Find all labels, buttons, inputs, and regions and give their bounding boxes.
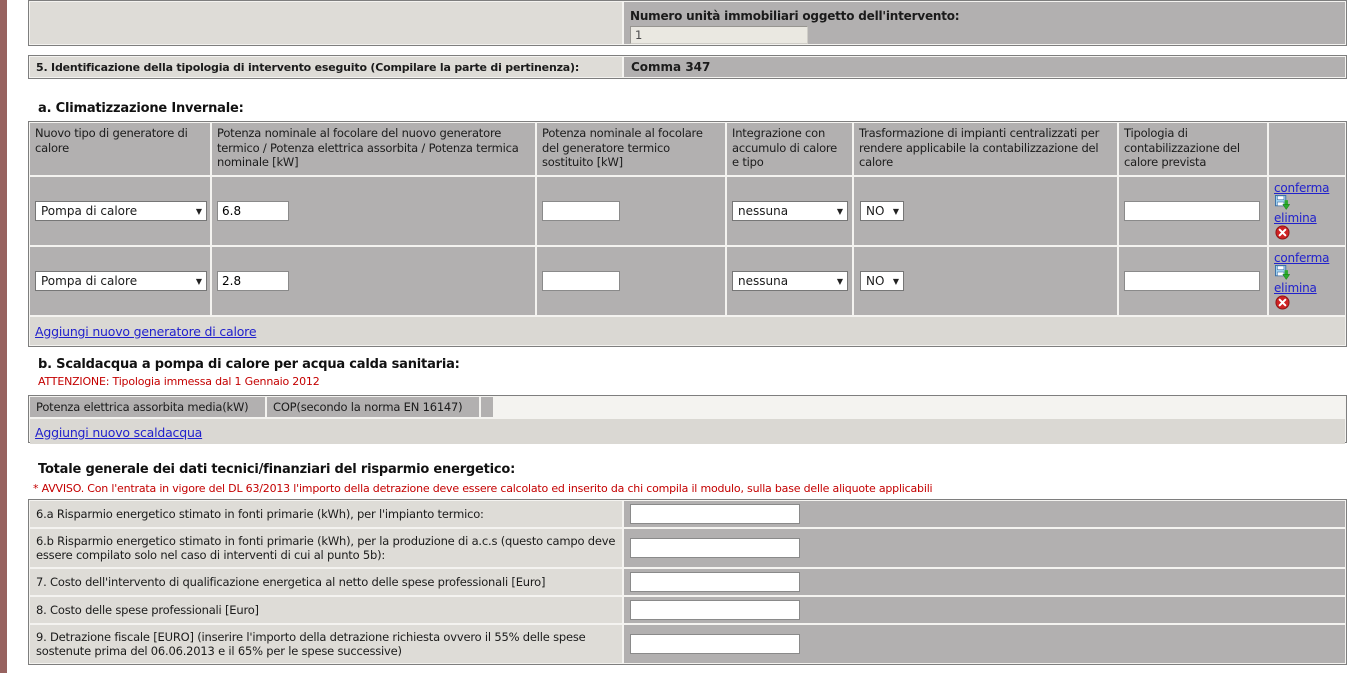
generator-type-selected-value: Pompa di calore [41, 274, 138, 288]
column-header-actions [1269, 123, 1345, 175]
accounting-type-input[interactable] [1124, 201, 1260, 221]
professional-costs-input[interactable] [630, 600, 800, 620]
column-header-avg-electric-power: Potenza elettrica assorbita media(kW) [30, 397, 265, 417]
page-left-accent-bar [0, 0, 7, 673]
new-power-input[interactable] [217, 201, 289, 221]
section-b-title: b. Scaldacqua a pompa di calore per acqua calda sanitaria: [38, 357, 460, 372]
column-header-new-power: Potenza nominale al focolare del nuovo generatore termico / Potenza elettrica assorbita / Potenza termica nominale [kW] [212, 123, 535, 175]
column-header-centralized-transformation: Trasformazione di impianti centralizzati per rendere applicabile la contabilizzazione del calore [854, 123, 1117, 175]
unit-count-label: Numero unità immobiliari oggetto dell'intervento: [630, 9, 960, 23]
column-header-accounting-type: Tipologia di contabilizzazione del calore prevista [1119, 123, 1267, 175]
section-b-warning: ATTENZIONE: Tipologia immessa dal 1 Gennaio 2012 [38, 375, 320, 388]
totals-row-label: 9. Detrazione fiscale [EURO] (inserire l'importo della detrazione richiesta ovvero il 55% delle spese sostenute prima del 06.06.2013 e il 65% per le spese successive) [36, 629, 586, 658]
tax-deduction-input[interactable] [630, 634, 800, 654]
chevron-down-icon: ▼ [836, 277, 843, 286]
acs-energy-saving-input[interactable] [630, 538, 800, 558]
delete-link[interactable]: elimina [1274, 281, 1317, 295]
column-header-spacer [481, 397, 493, 417]
totals-row-label: 6.a Risparmio energetico stimato in fonti primarie (kWh), per l'impianto termico: [36, 506, 484, 521]
generator-row [30, 177, 1345, 245]
section-a-title: a. Climatizzazione Invernale: [38, 101, 244, 116]
replaced-power-input[interactable] [542, 271, 620, 291]
confirm-link[interactable]: conferma [1274, 181, 1330, 195]
intervention-type-label: 5. Identificazione della tipologia di intervento eseguito (Compilare la parte di pertinenza): [36, 60, 580, 74]
totals-title: Totale generale dei dati tecnici/finanziari del risparmio energetico: [38, 462, 516, 477]
totals-row [30, 529, 1345, 567]
delete-link[interactable]: elimina [1274, 211, 1317, 225]
centralized-transformation-selected-value: NO [866, 274, 885, 288]
totals-row [30, 625, 1345, 663]
intervention-type-panel [28, 55, 1347, 79]
centralized-transformation-selected-value: NO [866, 204, 885, 218]
chevron-down-icon: ▼ [892, 207, 899, 216]
generator-type-select[interactable] [35, 201, 207, 221]
new-power-input[interactable] [217, 271, 289, 291]
save-icon[interactable] [1275, 265, 1290, 280]
confirm-link[interactable]: conferma [1274, 251, 1330, 265]
totals-row-label: 6.b Risparmio energetico stimato in fonti primarie (kWh), per la produzione di a.c.s (questo campo deve essere compilato solo nel caso di interventi di cui al punto 5b): [36, 533, 616, 562]
centralized-transformation-select[interactable] [860, 201, 904, 221]
chevron-down-icon: ▼ [836, 207, 843, 216]
totals-row [30, 569, 1345, 595]
centralized-transformation-select[interactable] [860, 271, 904, 291]
delete-icon[interactable] [1275, 295, 1290, 310]
chevron-down-icon: ▼ [195, 277, 202, 286]
chevron-down-icon: ▼ [892, 277, 899, 286]
totals-table [28, 499, 1347, 665]
water-heater-table [28, 395, 1347, 443]
generator-row [30, 247, 1345, 315]
add-water-heater-link[interactable]: Aggiungi nuovo scaldacqua [35, 425, 203, 440]
generator-type-selected-value: Pompa di calore [41, 204, 138, 218]
winter-climatization-table [28, 121, 1347, 347]
unit-count-input[interactable] [630, 26, 808, 44]
unit-count-panel [28, 0, 1347, 46]
delete-icon[interactable] [1275, 225, 1290, 240]
storage-integration-selected-value: nessuna [738, 274, 789, 288]
column-header-cop: COP(secondo la norma EN 16147) [267, 397, 479, 417]
unit-count-empty-cell [30, 2, 622, 44]
totals-row-label: 7. Costo dell'intervento di qualificazione energetica al netto delle spese professionali [Euro] [36, 574, 546, 589]
totals-row [30, 597, 1345, 623]
chevron-down-icon: ▼ [195, 207, 202, 216]
totals-row-label: 8. Costo delle spese professionali [Euro] [36, 602, 259, 617]
save-icon[interactable] [1275, 195, 1290, 210]
column-header-replaced-power: Potenza nominale al focolare del generatore termico sostituito [kW] [537, 123, 725, 175]
intervention-type-value: Comma 347 [631, 60, 711, 74]
storage-integration-selected-value: nessuna [738, 204, 789, 218]
intervention-cost-input[interactable] [630, 572, 800, 592]
column-header-storage-integration: Integrazione con accumulo di calore e tipo [727, 123, 852, 175]
replaced-power-input[interactable] [542, 201, 620, 221]
accounting-type-input[interactable] [1124, 271, 1260, 291]
add-generator-link[interactable]: Aggiungi nuovo generatore di calore [35, 324, 257, 339]
primary-energy-saving-input[interactable] [630, 504, 800, 524]
generator-type-select[interactable] [35, 271, 207, 291]
storage-integration-select[interactable] [732, 271, 848, 291]
column-header-generator-type: Nuovo tipo di generatore di calore [30, 123, 210, 175]
totals-row [30, 501, 1345, 527]
storage-integration-select[interactable] [732, 201, 848, 221]
totals-warning: * AVVISO. Con l'entrata in vigore del DL 63/2013 l'importo della detrazione deve essere calcolato ed inserito da chi compila il modulo, sulla base delle aliquote applicabili [33, 482, 933, 495]
